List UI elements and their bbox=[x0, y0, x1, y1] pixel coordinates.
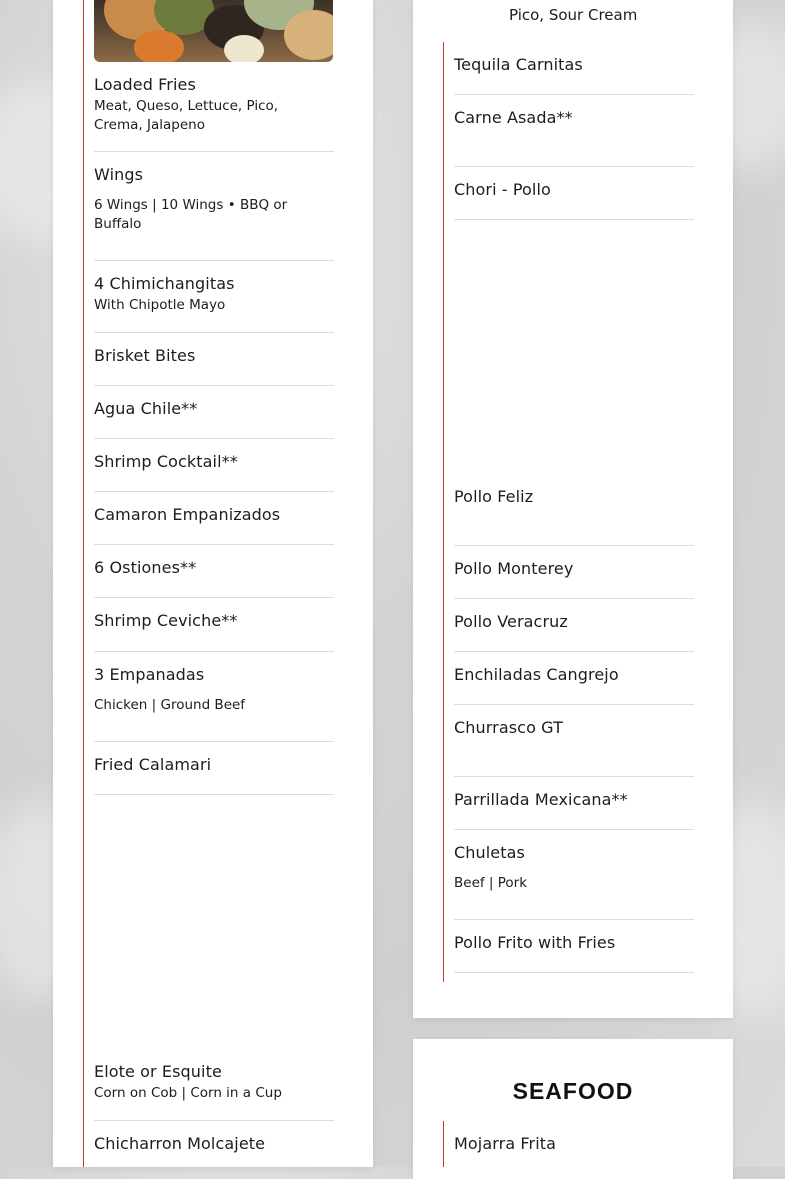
divider bbox=[94, 151, 334, 152]
section-title: SEAFOOD bbox=[512, 1078, 634, 1104]
divider bbox=[94, 741, 334, 742]
divider bbox=[94, 491, 334, 492]
divider bbox=[454, 219, 694, 220]
divider bbox=[94, 651, 334, 652]
item-description: Pico, Sour Cream bbox=[509, 6, 638, 24]
item-description: Meat, Queso, Lettuce, Pico, Crema, Jalapeno bbox=[94, 98, 279, 133]
divider bbox=[454, 829, 694, 830]
menu-item bbox=[94, 399, 197, 418]
item-name: 4 Chimichangitas bbox=[94, 274, 235, 293]
item-name: Enchiladas Cangrejo bbox=[454, 665, 619, 684]
item-name: Loaded Fries bbox=[94, 75, 196, 94]
divider bbox=[454, 704, 694, 705]
item-name: Pollo Veracruz bbox=[454, 612, 568, 631]
divider bbox=[94, 332, 334, 333]
item-name: Carne Asada** bbox=[454, 108, 573, 127]
divider bbox=[454, 651, 694, 652]
item-name: Churrasco GT bbox=[454, 718, 563, 737]
item-name: Chicharron Molcajete bbox=[94, 1134, 266, 1153]
menu-item bbox=[454, 933, 615, 952]
item-name: Agua Chile** bbox=[94, 399, 198, 418]
item-name: Mojarra Frita bbox=[454, 1134, 557, 1153]
divider bbox=[94, 438, 334, 439]
divider bbox=[94, 794, 334, 795]
menu-item bbox=[94, 1062, 282, 1103]
menu-item bbox=[454, 108, 573, 127]
item-name: Tequila Carnitas bbox=[454, 55, 583, 74]
divider bbox=[94, 260, 334, 261]
accent-rule bbox=[443, 1121, 444, 1167]
item-name: Brisket Bites bbox=[94, 346, 196, 365]
menu-item bbox=[454, 559, 573, 578]
menu-item bbox=[94, 665, 245, 715]
item-name: 6 Ostiones** bbox=[94, 558, 197, 577]
divider bbox=[454, 598, 694, 599]
menu-item bbox=[94, 75, 304, 135]
menu-item bbox=[454, 612, 568, 631]
menu-item bbox=[94, 165, 304, 234]
divider bbox=[94, 544, 334, 545]
item-name: 3 Empanadas bbox=[94, 665, 205, 684]
menu-item bbox=[454, 718, 563, 737]
menu-card-seafood bbox=[413, 1039, 733, 1179]
divider bbox=[454, 776, 694, 777]
menu-item bbox=[454, 1134, 556, 1153]
menu-item bbox=[94, 505, 280, 524]
item-name: Chuletas bbox=[454, 843, 525, 862]
item-name: Parrillada Mexicana** bbox=[454, 790, 628, 809]
menu-item bbox=[94, 346, 195, 365]
accent-rule bbox=[83, 0, 84, 1167]
divider bbox=[454, 972, 694, 973]
menu-item bbox=[454, 665, 619, 684]
menu-item bbox=[454, 790, 628, 809]
item-name: Pollo Frito with Fries bbox=[454, 933, 616, 952]
divider bbox=[454, 166, 694, 167]
menu-item bbox=[454, 55, 583, 74]
item-name: Camaron Empanizados bbox=[94, 505, 281, 524]
menu-item bbox=[94, 611, 237, 630]
menu-item bbox=[454, 843, 527, 893]
item-name: Chori - Pollo bbox=[454, 180, 551, 199]
menu-item bbox=[94, 1134, 265, 1153]
menu-item bbox=[94, 452, 238, 471]
divider bbox=[94, 385, 334, 386]
menu-item bbox=[454, 487, 533, 506]
item-name: Pollo Monterey bbox=[454, 559, 574, 578]
item-description: Corn on Cob | Corn in a Cup bbox=[94, 1085, 282, 1101]
item-description: Beef | Pork bbox=[454, 875, 528, 891]
divider bbox=[94, 1120, 334, 1121]
item-description: Chicken | Ground Beef bbox=[94, 697, 246, 713]
item-name: Shrimp Cocktail** bbox=[94, 452, 238, 471]
item-name: Fried Calamari bbox=[94, 755, 212, 774]
accent-rule bbox=[443, 42, 444, 982]
divider bbox=[454, 94, 694, 95]
menu-item bbox=[94, 558, 196, 577]
loaded-fries-photo bbox=[94, 0, 333, 62]
item-description: With Chipotle Mayo bbox=[94, 297, 226, 313]
item-name: Elote or Esquite bbox=[94, 1062, 222, 1081]
divider bbox=[454, 545, 694, 546]
item-description: 6 Wings | 10 Wings • BBQ or Buffalo bbox=[94, 197, 288, 232]
item-name: Shrimp Ceviche** bbox=[94, 611, 238, 630]
menu-item bbox=[94, 755, 211, 774]
item-name: Wings bbox=[94, 165, 144, 184]
menu-item bbox=[94, 274, 235, 315]
divider bbox=[94, 597, 334, 598]
divider bbox=[454, 919, 694, 920]
menu-item bbox=[454, 180, 551, 199]
item-name: Pollo Feliz bbox=[454, 487, 534, 506]
